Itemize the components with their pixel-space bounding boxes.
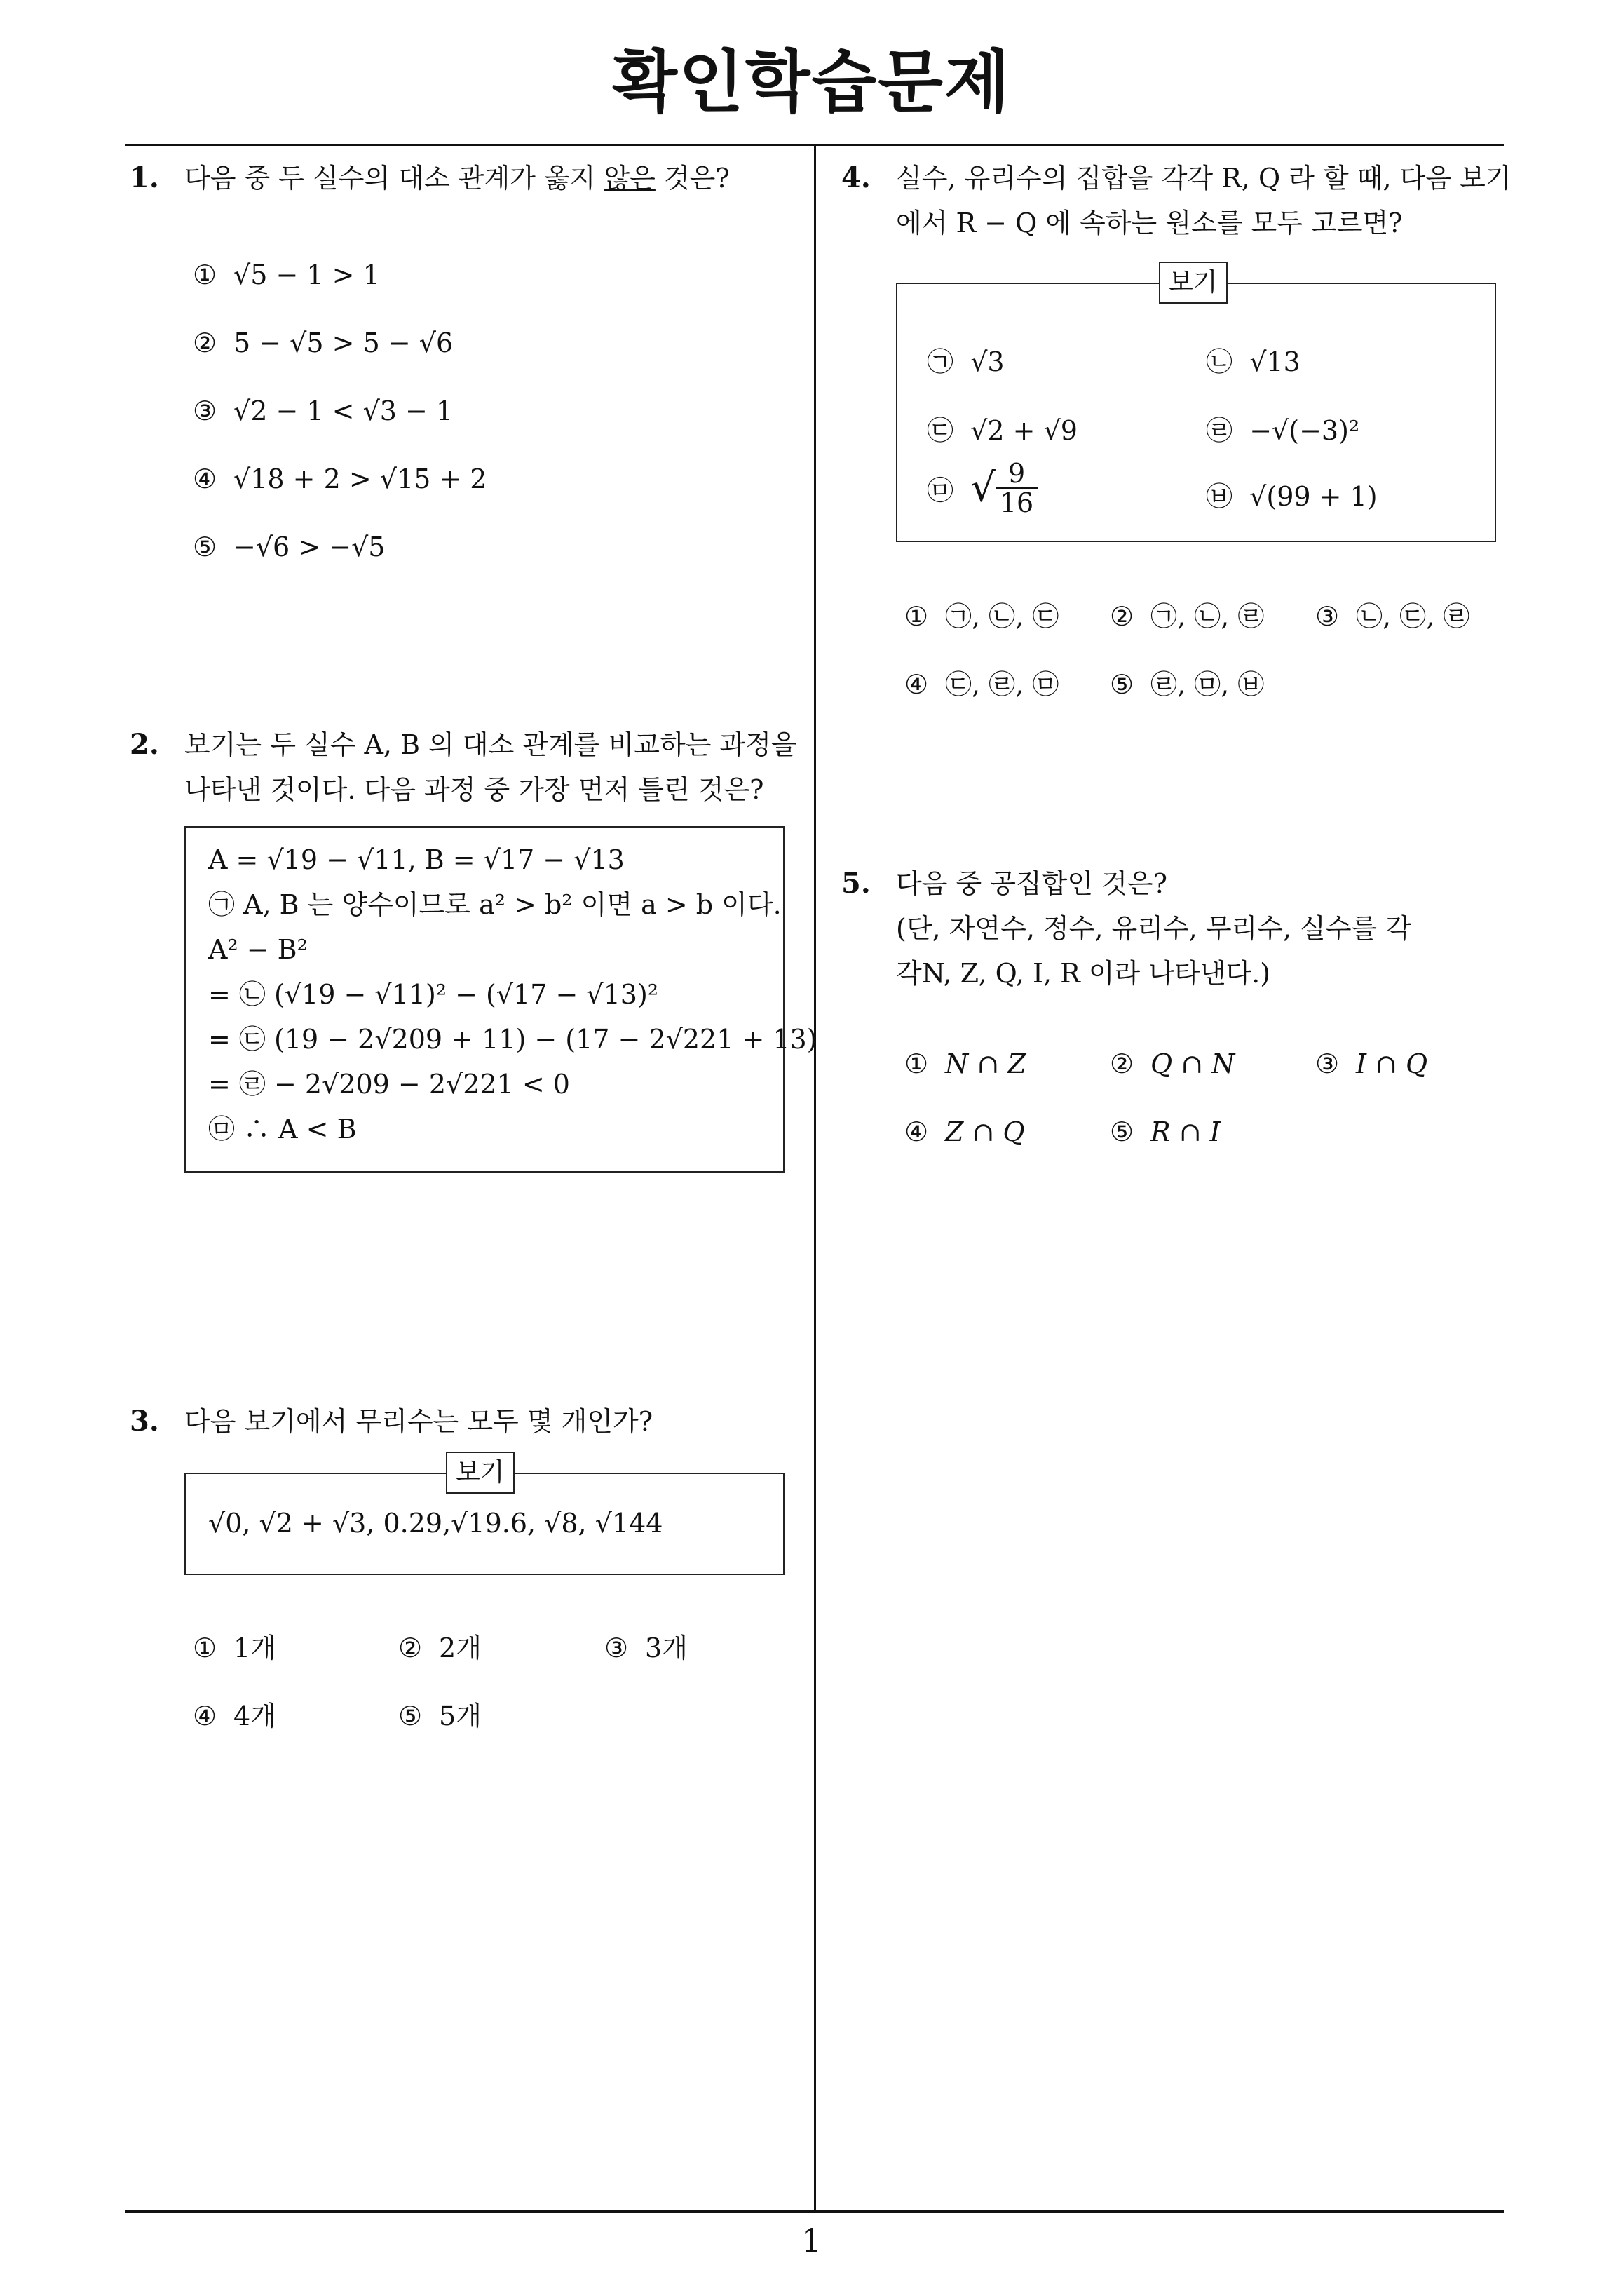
option-text: √5 − 1 > 1	[233, 259, 380, 290]
option-number: ③	[1315, 1048, 1340, 1079]
option-number: ②	[1110, 1048, 1134, 1079]
question-text	[184, 722, 797, 812]
solution-line: = ㉣ − 2√209 − 2√221 < 0	[208, 1069, 570, 1100]
item-marker: ㉡	[1206, 346, 1233, 377]
option-text: N ∩ Z	[945, 1048, 1026, 1079]
option-number: ③	[1315, 601, 1340, 632]
question-line: (단, 자연수, 정수, 유리수, 무리수, 실수를 각	[896, 913, 1412, 944]
option-number: ⑤	[1110, 1116, 1134, 1147]
item-marker: ㉣	[1206, 415, 1233, 446]
answer-option[interactable]	[904, 597, 1059, 635]
question-text	[184, 156, 730, 201]
option-text: 1개	[233, 1633, 276, 1663]
example-item	[927, 409, 1078, 447]
option-number: ④	[904, 669, 929, 700]
answer-option[interactable]	[193, 460, 487, 498]
option-text: I ∩ Q	[1356, 1048, 1428, 1079]
fraction-numerator: 9	[996, 459, 1038, 489]
option-number: ⑤	[398, 1701, 423, 1731]
option-number: ⑤	[193, 532, 217, 562]
option-text: √2 − 1 < √3 − 1	[233, 396, 454, 426]
question-line: 실수, 유리수의 집합을 각각 R, Q 라 할 때, 다음 보기	[896, 163, 1512, 194]
example-item	[1206, 340, 1301, 379]
option-number: ③	[604, 1633, 629, 1663]
footer-rule	[125, 2210, 1504, 2213]
option-number: ③	[193, 396, 217, 426]
example-box	[896, 283, 1496, 542]
answer-option[interactable]	[398, 1697, 482, 1735]
question-4	[841, 156, 1514, 254]
question-text	[184, 1399, 653, 1444]
option-text: √18 + 2 > √15 + 2	[233, 464, 487, 494]
answer-option[interactable]	[1315, 1045, 1427, 1083]
example-item	[1206, 409, 1359, 447]
option-number: ②	[1110, 601, 1134, 632]
question-line: 나타낸 것이다. 다음 과정 중 가장 먼저 틀린 것은?	[184, 774, 764, 805]
option-text: 5 − √5 > 5 − √6	[233, 327, 454, 358]
answer-option[interactable]	[904, 666, 1059, 703]
option-number: ④	[193, 1701, 217, 1731]
option-text: 3개	[645, 1633, 688, 1663]
option-number: ①	[904, 601, 929, 632]
answer-option[interactable]	[193, 392, 453, 430]
example-box-text: √0, √2 + √3, 0.29,√19.6, √8, √144	[208, 1508, 663, 1539]
question-line: 에서 R − Q 에 속하는 원소를 모두 고르면?	[896, 208, 1403, 238]
question-number: 3.	[130, 1405, 159, 1438]
answer-option[interactable]	[904, 1113, 1025, 1151]
solution-box	[184, 826, 817, 1173]
solution-line: = ㉢ (19 − 2√209 + 11) − (17 − 2√221 + 13)	[208, 1024, 817, 1055]
example-box-tag: 보기	[446, 1452, 515, 1494]
solution-line: A = √19 − √11, B = √17 − √13	[208, 844, 625, 875]
option-text: −√6 > −√5	[233, 532, 386, 562]
example-item	[927, 340, 1005, 379]
option-number: ⑤	[1110, 669, 1134, 700]
answer-option[interactable]	[193, 528, 385, 566]
answer-option[interactable]	[398, 1629, 482, 1667]
option-text: 4개	[233, 1701, 276, 1731]
item-text: √3	[970, 346, 1005, 377]
answer-option[interactable]	[1110, 666, 1264, 703]
option-number: ①	[193, 1633, 217, 1663]
item-text: √2 + √9	[970, 415, 1078, 446]
answer-option[interactable]	[1110, 1113, 1221, 1151]
solution-line: A² − B²	[208, 934, 308, 965]
item-marker: ㉢	[927, 415, 954, 446]
question-line: 보기는 두 실수 A, B 의 대소 관계를 비교하는 과정을	[184, 729, 797, 760]
answer-option[interactable]	[1110, 1045, 1235, 1083]
option-number: ④	[193, 464, 217, 494]
answer-option[interactable]	[193, 1697, 276, 1735]
example-box-tag: 보기	[1159, 262, 1228, 304]
solution-line: ㉠ A, B 는 양수이므로 a² > b² 이면 a > b 이다.	[208, 889, 782, 920]
option-text: ㉢, ㉣, ㉤	[945, 669, 1059, 700]
underlined-word: 않은	[604, 163, 656, 194]
question-2	[130, 722, 803, 821]
answer-option[interactable]	[193, 1629, 276, 1667]
item-text: √(99 + 1)	[1249, 481, 1378, 512]
option-text: Z ∩ Q	[945, 1116, 1025, 1147]
fraction-denominator: 16	[999, 487, 1034, 518]
option-text: ㉡, ㉢, ㉣	[1356, 601, 1470, 632]
question-5	[841, 861, 1514, 1001]
option-text: 5개	[439, 1701, 482, 1731]
question-number: 4.	[841, 161, 871, 194]
option-text: ㉠, ㉡, ㉢	[945, 601, 1059, 632]
option-number: ①	[193, 259, 217, 290]
item-marker: ㉤	[927, 475, 954, 506]
option-text: Q ∩ N	[1150, 1048, 1235, 1079]
answer-option[interactable]	[193, 256, 380, 294]
question-3	[130, 1399, 789, 1448]
option-number: ②	[193, 327, 217, 358]
answer-option[interactable]	[1110, 597, 1264, 635]
item-text: −√(−3)²	[1249, 415, 1360, 446]
example-item	[1206, 475, 1378, 513]
answer-option[interactable]	[193, 324, 453, 362]
solution-line: = ㉡ (√19 − √11)² − (√17 − √13)²	[208, 979, 659, 1010]
example-item	[927, 459, 1038, 517]
radical-sign: √	[970, 465, 996, 511]
question-line: 다음 보기에서 무리수는 모두 몇 개인가?	[184, 1406, 653, 1437]
item-text: √13	[1249, 346, 1301, 377]
question-number: 2.	[130, 728, 159, 761]
option-text: 2개	[439, 1633, 482, 1663]
page-number: 1	[801, 2222, 822, 2260]
item-marker: ㉠	[927, 346, 954, 377]
option-text: R ∩ I	[1150, 1116, 1221, 1147]
question-text	[896, 861, 1411, 996]
question-text	[896, 156, 1512, 245]
question-text-part: 것은?	[655, 163, 730, 194]
question-line: 다음 중 공집합인 것은?	[896, 868, 1167, 899]
question-number: 5.	[841, 867, 871, 900]
answer-option[interactable]	[904, 1045, 1026, 1083]
question-1	[130, 156, 789, 212]
option-number: ①	[904, 1048, 929, 1079]
option-number: ②	[398, 1633, 423, 1663]
item-marker: ㉥	[1206, 481, 1233, 512]
answer-option[interactable]	[1315, 597, 1469, 635]
question-number: 1.	[130, 161, 159, 194]
option-text: ㉣, ㉤, ㉥	[1150, 669, 1265, 700]
option-text: ㉠, ㉡, ㉣	[1150, 601, 1265, 632]
question-line: 각N, Z, Q, I, R 이라 나타낸다.)	[896, 958, 1271, 989]
page-title: 확인학습문제	[612, 43, 1011, 121]
answer-option[interactable]	[604, 1629, 688, 1667]
column-divider	[814, 144, 816, 2213]
solution-line: ㉤ ∴ A < B	[208, 1114, 357, 1144]
question-text-part: 다음 중 두 실수의 대소 관계가 옳지	[184, 163, 604, 194]
fraction	[996, 459, 1038, 517]
option-number: ④	[904, 1116, 929, 1147]
